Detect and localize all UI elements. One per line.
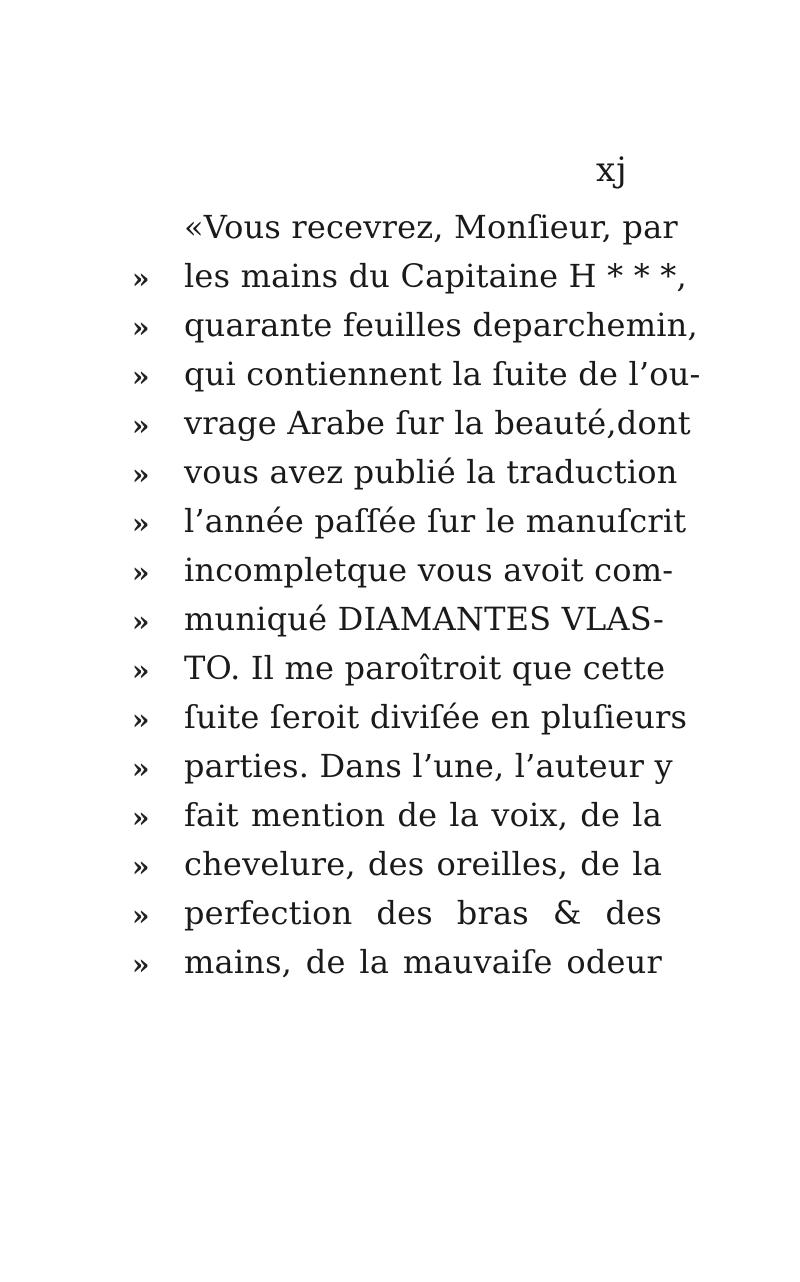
line-text: ſuite ſeroit diviſée en pluſieurs (184, 698, 688, 736)
text-line (132, 399, 691, 448)
text-line (132, 840, 662, 889)
text-line (132, 595, 665, 644)
quote-marker: » (132, 409, 147, 442)
line-text: mains, de la mauvaiſe odeur (184, 943, 662, 981)
line-text: fait mention de la voix, de la (184, 796, 662, 834)
text-line (132, 448, 678, 497)
quote-marker: » (132, 311, 147, 344)
quote-marker: » (132, 262, 147, 295)
text-line (132, 693, 688, 742)
line-text: parties. Dans l’une, l’auteur y (184, 747, 673, 785)
quote-marker: » (132, 458, 147, 491)
quote-marker: » (132, 850, 147, 883)
quote-marker: » (132, 360, 147, 393)
text-line (132, 497, 687, 546)
body-text (132, 203, 701, 987)
text-line (132, 889, 662, 938)
quote-marker: » (132, 801, 147, 834)
text-line (132, 742, 673, 791)
line-text: perfection des bras & des (184, 894, 662, 932)
text-line (132, 203, 678, 252)
line-text: qui contiennent la ſuite de l’ou- (184, 355, 701, 393)
line-text: l’année paſſée ſur le manuſcrit (184, 502, 687, 540)
text-line (132, 546, 674, 595)
text-line (132, 350, 701, 399)
line-text: chevelure, des oreilles, de la (184, 845, 662, 883)
text-line (132, 644, 666, 693)
page-number: xj (596, 150, 628, 190)
text-line (132, 301, 698, 350)
quote-marker: » (132, 703, 147, 736)
line-text: quarante feuilles deparchemin, (184, 306, 698, 344)
text-line (132, 791, 662, 840)
quote-marker: » (132, 605, 147, 638)
quote-marker: » (132, 948, 147, 981)
quote-marker: » (132, 507, 147, 540)
line-text: «Vous recevrez, Monſieur, par (184, 208, 678, 246)
line-text: vrage Arabe ſur la beauté,dont (184, 404, 691, 442)
quote-marker: » (132, 752, 147, 785)
quote-marker: » (132, 654, 147, 687)
quote-marker: » (132, 899, 147, 932)
quote-marker: » (132, 556, 147, 589)
text-line (132, 938, 662, 987)
text-line (132, 252, 687, 301)
line-text: les mains du Capitaine H * * *, (184, 257, 687, 295)
line-text: vous avez publié la traduction (184, 453, 678, 491)
line-text: TO. Il me paroîtroit que cette (184, 649, 666, 687)
line-text: incompletque vous avoit com- (184, 551, 674, 589)
line-text: muniqué DIAMANTES VLAS- (184, 600, 665, 638)
